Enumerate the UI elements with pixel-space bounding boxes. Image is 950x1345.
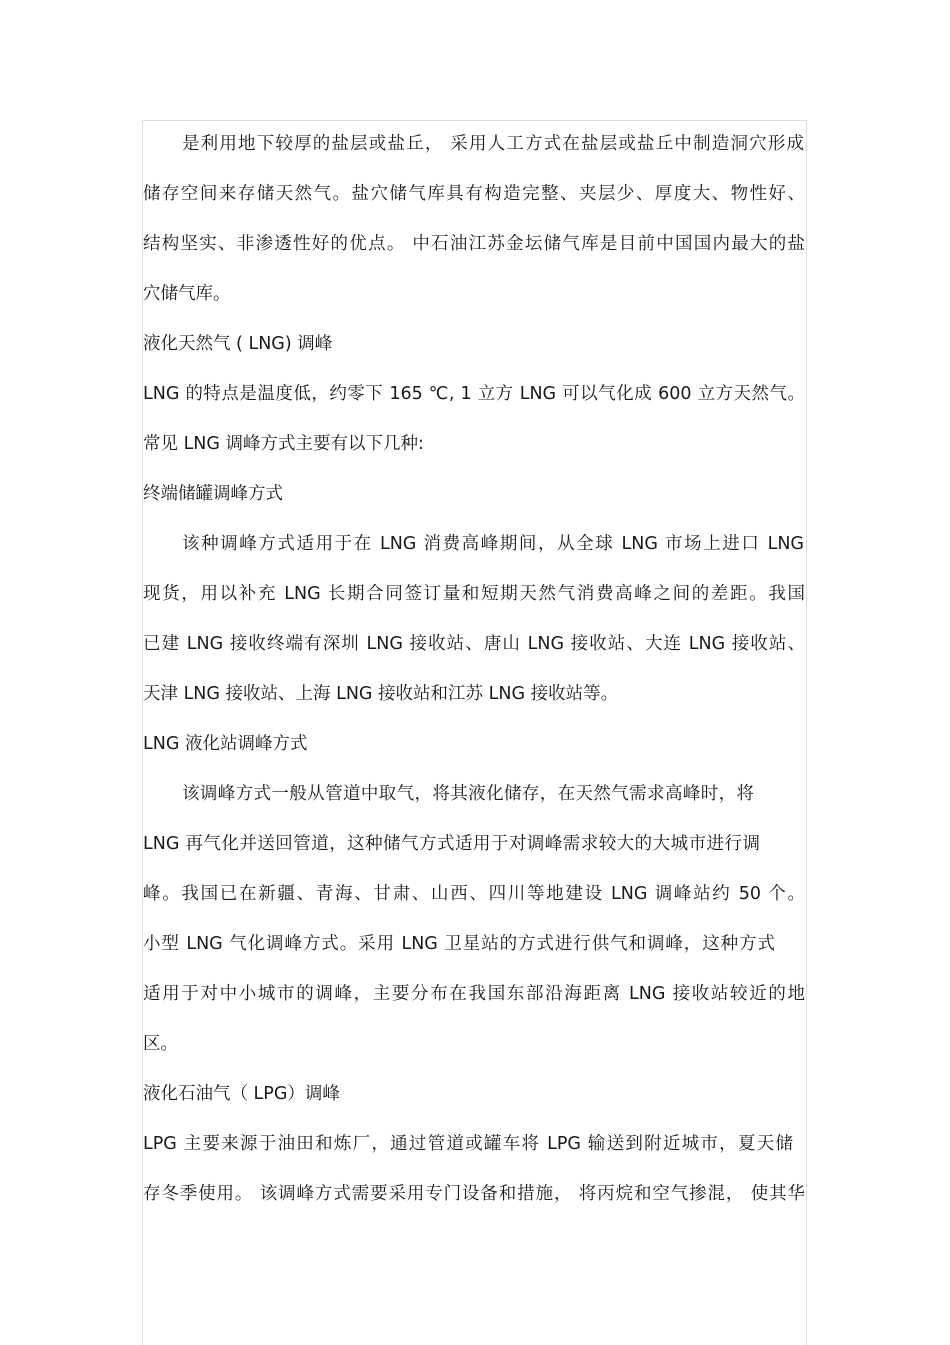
- paragraph-line: LPG 主要来源于油田和炼厂，通过管道或罐车将 LPG 输送到附近城市，夏天储: [143, 1134, 793, 1154]
- paragraph-line: 现货，用以补充 LNG 长期合同签订量和短期天然气消费高峰之间的差距。我国: [143, 584, 805, 604]
- paragraph-line: 天津 LNG 接收站、上海 LNG 接收站和江苏 LNG 接收站等。: [143, 684, 619, 704]
- paragraph-line: 常见 LNG 调峰方式主要有以下几种:: [143, 434, 424, 454]
- paragraph-line: 储存空间来存储天然气。盐穴储气库具有构造完整、夹层少、厚度大、物性好、: [143, 184, 805, 204]
- paragraph-line: LNG 再气化并送回管道，这种储气方式适用于对调峰需求较大的大城市进行调: [143, 834, 760, 854]
- paragraph-line: 是利用地下较厚的盐层或盐丘， 采用人工方式在盐层或盐丘中制造洞穴形成: [182, 134, 804, 154]
- section-heading: LNG 液化站调峰方式: [143, 734, 308, 754]
- paragraph-line: 已建 LNG 接收终端有深圳 LNG 接收站、唐山 LNG 接收站、大连 LNG 接收站、: [143, 634, 805, 654]
- paragraph-line: LNG 的特点是温度低，约零下 165 ℃, 1 立方 LNG 可以气化成 600 立方天然气。: [143, 384, 805, 404]
- paragraph-line: 结构坚实、非渗透性好的优点。 中石油江苏金坛储气库是目前中国国内最大的盐: [143, 234, 805, 254]
- section-heading: 终端储罐调峰方式: [143, 484, 283, 504]
- paragraph-line: 穴储气库。: [143, 284, 231, 304]
- section-heading: 液化石油气（ LPG）调峰: [143, 1084, 340, 1104]
- paragraph-line: 小型 LNG 气化调峰方式。采用 LNG 卫星站的方式进行供气和调峰，这种方式: [143, 934, 775, 954]
- paragraph-line: 该调峰方式一般从管道中取气，将其液化储存，在天然气需求高峰时，将: [182, 784, 754, 804]
- paragraph-line: 适用于对中小城市的调峰，主要分布在我国东部沿海距离 LNG 接收站较近的地: [143, 984, 805, 1004]
- section-heading: 液化天然气 ( LNG) 调峰: [143, 334, 333, 354]
- paragraph-line: 该种调峰方式适用于在 LNG 消费高峰期间，从全球 LNG 市场上进口 LNG: [182, 534, 804, 554]
- paragraph-line: 区。: [143, 1034, 178, 1054]
- paragraph-line: 峰。我国已在新疆、青海、甘肃、山西、四川等地建设 LNG 调峰站约 50 个。: [143, 884, 805, 904]
- paragraph-line: 存冬季使用。 该调峰方式需要采用专门设备和措施， 将丙烷和空气掺混， 使其华: [143, 1184, 805, 1204]
